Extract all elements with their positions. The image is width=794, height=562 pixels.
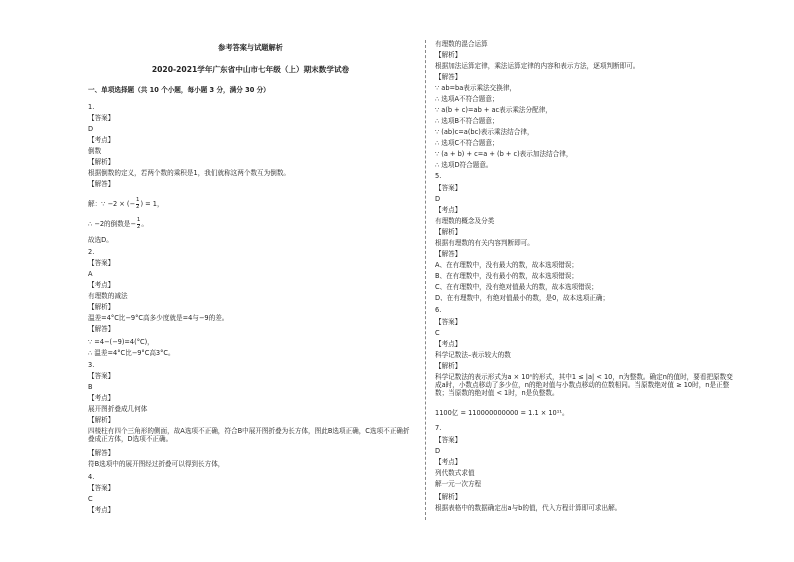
option-d: D、在有理数中，有绝对值最小的数，是0，故本选项正确； — [435, 294, 610, 302]
knowledge-point: 科学记数法–表示较大的数 — [435, 351, 511, 359]
solution-tag: 【解答】 — [435, 73, 462, 81]
answer-tag: 【答案】 — [88, 114, 115, 122]
solution-text: 符B选项中的展开图经过折叠可以得到长方体， — [88, 460, 225, 468]
knowledge-point-tag: 【考点】 — [88, 506, 115, 514]
solution-step: 1100亿 = 110000000000 = 1.1 × 10¹¹。 — [435, 409, 569, 417]
answer-value: D — [435, 195, 441, 203]
solution-tag: 【解答】 — [88, 180, 115, 188]
solution-step: ∴ 选项C不符合题意； — [435, 139, 499, 147]
knowledge-point-tag: 【考点】 — [88, 394, 115, 402]
solution-step: ∵ =4−(−9)=4(°C)， — [88, 338, 154, 346]
solution-step: ∵ (ab)c=a(bc)表示乘法结合律， — [435, 128, 534, 136]
question-number: 7. — [435, 424, 442, 432]
solution-tag: 【解答】 — [88, 449, 115, 457]
question-number: 6. — [435, 306, 442, 314]
knowledge-point: 有理数的混合运算 — [435, 40, 488, 48]
solution-tag: 【解答】 — [88, 325, 115, 333]
option-a: A、在有理数中，没有最大的数，故本选项错误； — [435, 261, 578, 269]
knowledge-point: 列代数式求值 — [435, 469, 475, 477]
question-number: 5. — [435, 172, 442, 180]
fraction — [137, 218, 140, 230]
option-b: B、在有理数中，没有最小的数，故本选项错误； — [435, 272, 578, 280]
knowledge-point: 展开图折叠成几何体 — [88, 405, 148, 413]
step-text: 解：∵ −2 × (− — [88, 200, 136, 209]
solution-step: ∴ 温差=4°C比−9°C高3°C。 — [88, 349, 175, 357]
analysis-text: 根据有理数的有关内容判断即可。 — [435, 239, 534, 247]
question-number: 3. — [88, 361, 95, 369]
analysis-tag: 【解析】 — [88, 303, 115, 311]
solution-step: ∴ 选项B不符合题意； — [435, 117, 499, 125]
solution-step — [88, 218, 148, 230]
section-heading: 一、单项选择题（共 10 个小题，每小题 3 分，满分 30 分） — [88, 86, 270, 94]
fraction-denominator: 2 — [136, 203, 140, 210]
analysis-tag: 【解析】 — [88, 158, 115, 166]
solution-step — [88, 198, 164, 210]
question-number: 4. — [88, 473, 95, 481]
answer-value: C — [435, 329, 440, 337]
answer-tag: 【答案】 — [435, 436, 462, 444]
option-c: C、在有理数中，没有绝对值最大的数，故本选项错误； — [435, 283, 598, 291]
analysis-text: 温差=4°C比−9°C高多少度就是=4与−9的差。 — [88, 314, 229, 322]
knowledge-point-tag: 【考点】 — [88, 281, 115, 289]
answer-value: D — [435, 447, 441, 455]
question-number: 1. — [88, 103, 95, 111]
analysis-text: 根据加法运算定律，乘法运算定律的内容和表示方法，逐项判断即可。 — [435, 62, 640, 70]
answer-tag: 【答案】 — [88, 259, 115, 267]
document-heading: 参考答案与试题解析 — [218, 43, 283, 52]
knowledge-point: 有理数的减法 — [88, 292, 128, 300]
knowledge-point: 解一元一次方程 — [435, 480, 482, 488]
solution-step: ∵ (a + b) + c=a + (b + c)表示加法结合律， — [435, 150, 573, 158]
exam-title: 2020-2021学年广东省中山市七年级（上）期末数学试卷 — [151, 65, 350, 74]
answer-value: A — [88, 270, 93, 278]
answer-tag: 【答案】 — [88, 372, 115, 380]
answer-tag: 【答案】 — [435, 184, 462, 192]
solution-step: ∴ 选项D符合题意。 — [435, 161, 493, 169]
analysis-tag: 【解析】 — [88, 416, 115, 424]
analysis-tag: 【解析】 — [435, 228, 462, 236]
column-divider — [425, 40, 426, 520]
solution-step: ∴ 选项A不符合题意； — [435, 95, 499, 103]
step-text: 。 — [141, 220, 148, 229]
analysis-text: 四棱柱有四个三角形的侧面，故A选项不正确，符合B中展开图折叠为长方体，图此B选项正确，C选项不正确折叠成正方体，D选项不正确。 — [88, 427, 410, 443]
analysis-tag: 【解析】 — [435, 493, 462, 501]
answer-value: C — [88, 495, 93, 503]
analysis-text: 根据倒数的定义，若两个数的乘积是1，我们就称这两个数互为倒数。 — [88, 169, 291, 177]
solution-step: ∵ a(b + c)=ab + ac表示乘法分配律， — [435, 106, 552, 114]
knowledge-point-tag: 【考点】 — [435, 340, 462, 348]
fraction-numerator: 1 — [136, 217, 141, 223]
knowledge-point-tag: 【考点】 — [435, 206, 462, 214]
answer-tag: 【答案】 — [88, 484, 115, 492]
answer-tag: 【答案】 — [435, 318, 462, 326]
solution-tag: 【解答】 — [435, 250, 462, 258]
analysis-text: 科学记数法的表示形式为a × 10ⁿ的形式，其中1 ≤ |a| < 10，n为整数。确定n的值时，要看把原数变成a时，小数点移动了多少位，n的绝对值与小数点移动的位数相同。当原数绝对值 ≥ 10时，n是正整数；当原数的绝对值 < 1时，n是负整数。 — [435, 373, 733, 397]
fraction-numerator: 1 — [136, 197, 140, 203]
answer-value: B — [88, 383, 93, 391]
step-text: ) = 1， — [140, 200, 164, 209]
question-number: 2. — [88, 248, 95, 256]
analysis-tag: 【解析】 — [435, 51, 462, 59]
fraction-denominator: 2 — [136, 223, 141, 230]
analysis-tag: 【解析】 — [435, 362, 462, 370]
knowledge-point: 有理数的概念及分类 — [435, 217, 495, 225]
solution-step: ∵ ab=ba表示乘法交换律， — [435, 84, 517, 92]
knowledge-point-tag: 【考点】 — [88, 136, 115, 144]
step-text: ∴ −2的倒数是− — [88, 220, 136, 229]
analysis-text: 根据表格中的数据确定出a与b的值，代入方程计算即可求出解。 — [435, 504, 622, 512]
answer-value: D — [88, 125, 94, 133]
choice-statement: 故选D。 — [88, 236, 113, 244]
fraction — [136, 198, 139, 210]
knowledge-point-tag: 【考点】 — [435, 458, 462, 466]
knowledge-point: 倒数 — [88, 147, 102, 155]
